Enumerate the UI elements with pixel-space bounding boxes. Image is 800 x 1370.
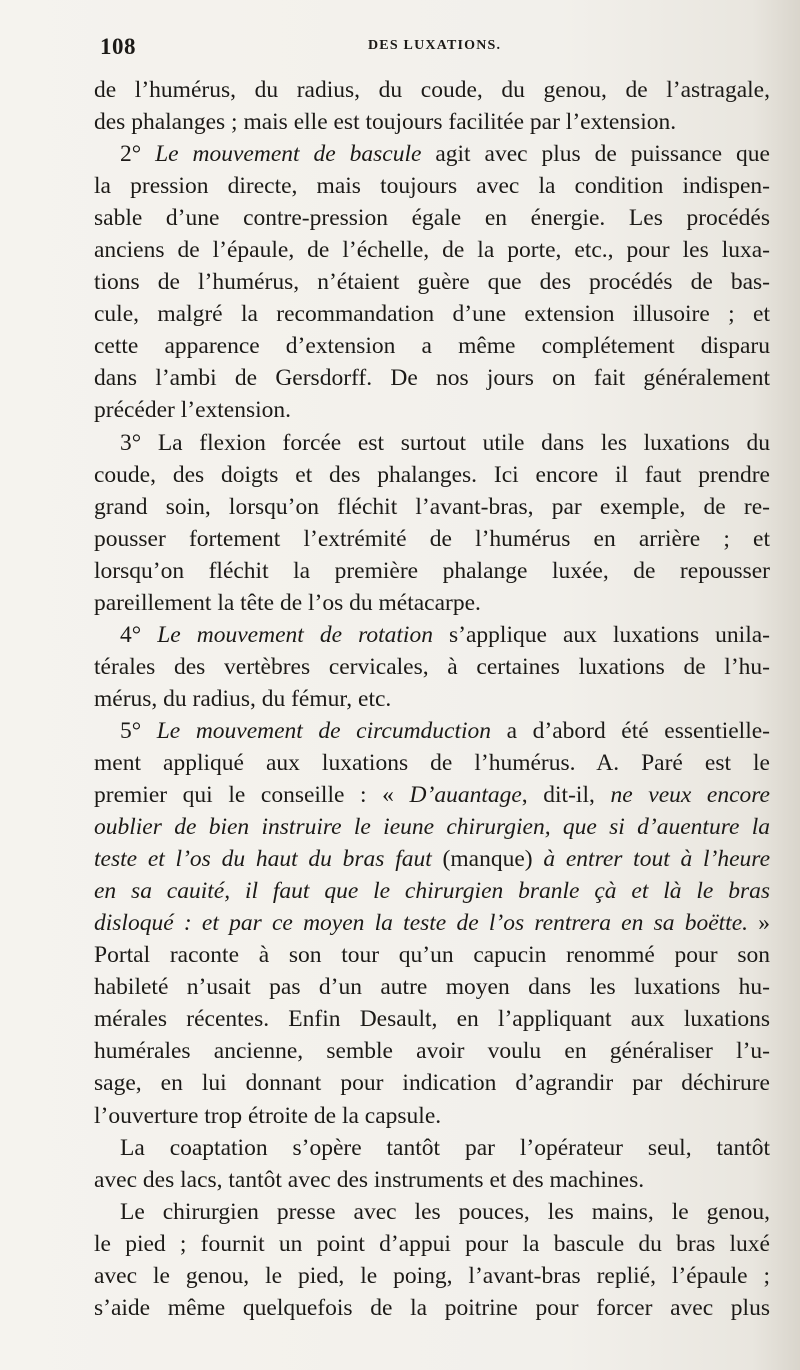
text-line: sable d’une contre-pression égale en énergie. Les procédés [94, 205, 770, 232]
body-text [94, 74, 770, 1324]
text-line: de l’humérus, du radius, du coude, du genou, de l’astragale, [94, 77, 770, 103]
text-line: La coaptation s’opère tantôt par l’opérateur seul, tantôt [120, 1134, 770, 1161]
text-line: grand soin, lorsqu’on fléchit l’avant-bras, par exemple, de re- [94, 493, 770, 520]
text-line: mérus, du radius, du fémur, etc. [94, 685, 392, 712]
text-line: tions de l’humérus, n’étaient guère que des procédés de bas- [94, 269, 770, 296]
text-line: l’ouverture trop étroite de la capsule. [94, 1102, 442, 1129]
text-line: oublier de bien instruire le ieune chirurgien, que si d’auenture la [94, 814, 770, 841]
text-line: pareillement la tête de l’os du métacarpe. [94, 589, 481, 616]
text-line: coude, des doigts et des phalanges. Ici encore il faut prendre [94, 461, 770, 488]
text-line: en sa cauité, il faut que le chirurgien branle çà et là le bras [94, 878, 770, 905]
text-line: s’aide même quelquefois de la poitrine pour forcer avec plus [94, 1294, 770, 1321]
text-line: Portal raconte à son tour qu’un capucin renommé pour son [94, 942, 770, 969]
text-line: 4° Le mouvement de rotation s’applique aux luxations unila- [120, 621, 770, 648]
text-line: 5° Le mouvement de circumduction a d’abord été essentielle- [120, 717, 770, 744]
text-line: térales des vertèbres cervicales, à certaines luxations de l’hu- [94, 653, 770, 680]
text-line: cule, malgré la recommandation d’une extension illusoire ; et [94, 301, 770, 328]
text-line: la pression directe, mais toujours avec la condition indispen- [94, 173, 770, 200]
text-line: teste et l’os du haut du bras faut (manque) à entrer tout à l’heure [94, 846, 770, 873]
text-line: dans l’ambi de Gersdorff. De nos jours on fait généralement [94, 365, 770, 392]
text-line: habileté n’usait pas d’un autre moyen dans les luxations hu- [94, 974, 770, 1001]
text-line: pousser fortement l’extrémité de l’humérus en arrière ; et [94, 525, 770, 552]
text-line: mérales récentes. Enfin Desault, en l’appliquant aux luxations [94, 1006, 770, 1033]
page-number: 108 [100, 34, 136, 59]
text-line: cette apparence d’extension a même complétement disparu [94, 333, 770, 360]
text-line: des phalanges ; mais elle est toujours facilitée par l’extension. [94, 109, 677, 136]
text-line: ment appliqué aux luxations de l’humérus. A. Paré est le [94, 749, 770, 776]
page-header [100, 34, 765, 64]
running-head: DES LUXATIONS. [368, 38, 502, 53]
text-line: avec des lacs, tantôt avec des instruments et des machines. [94, 1166, 645, 1193]
text-line: sage, en lui donnant pour indication d’agrandir par déchirure [94, 1070, 770, 1097]
text-line: lorsqu’on fléchit la première phalange luxée, de repousser [94, 557, 770, 584]
text-line: disloqué : et par ce moyen la teste de l’os rentrera en sa boëtte. » [94, 910, 770, 937]
text-line: humérales ancienne, semble avoir voulu en généraliser l’u- [94, 1038, 770, 1065]
text-line: anciens de l’épaule, de l’échelle, de la porte, etc., pour les luxa- [94, 237, 770, 264]
text-line: le pied ; fournit un point d’appui pour la bascule du bras luxé [94, 1230, 770, 1257]
text-line: avec le genou, le pied, le poing, l’avant-bras replié, l’épaule ; [94, 1262, 770, 1289]
text-line: précéder l’extension. [94, 397, 292, 424]
text-line: 3° La flexion forcée est surtout utile dans les luxations du [120, 429, 770, 456]
text-line: 2° Le mouvement de bascule agit avec plus de puissance que [120, 141, 770, 168]
text-line: Le chirurgien presse avec les pouces, les mains, le genou, [120, 1198, 770, 1225]
text-line: premier qui le conseille : « D’auantage, dit-il, ne veux encore [94, 782, 770, 809]
